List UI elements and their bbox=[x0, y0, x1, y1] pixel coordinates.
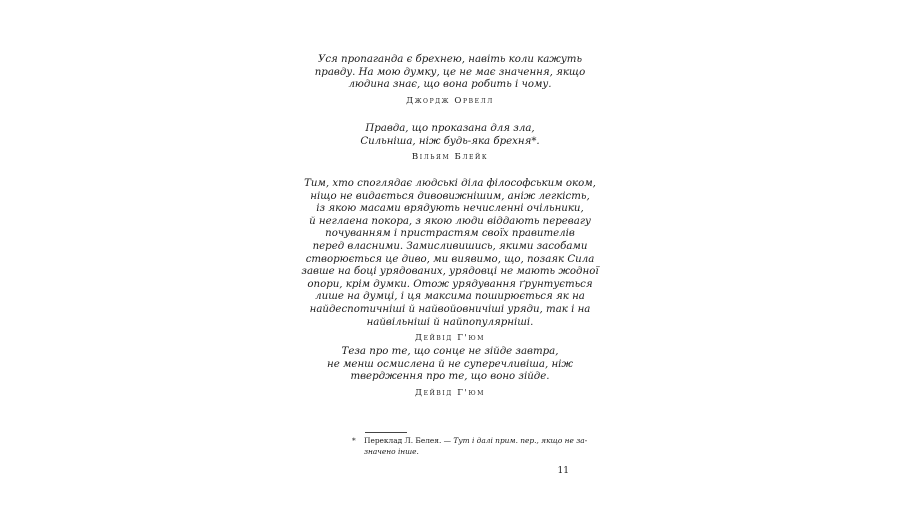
page-number: 11 bbox=[557, 466, 569, 476]
quote-line: найвільніші й найпопулярніші. bbox=[366, 316, 534, 328]
quote-line: опори, крім думки. Отож урядування ґрунтується bbox=[307, 278, 593, 290]
quote-line: твердження про те, що воно зійде. bbox=[350, 371, 550, 383]
quote-line: Тим, хто споглядає людські діла філософським оком, bbox=[304, 178, 596, 189]
quote-line: Сильніша, ніж будь-яка брехня*. bbox=[360, 135, 540, 147]
footnote-note: Тут і далі прим. пер., якщо не за- bbox=[453, 436, 588, 445]
epigraph-quote bbox=[300, 346, 600, 384]
footnote-translator: Переклад Л. Белея. — bbox=[364, 436, 454, 445]
footnote-text bbox=[352, 436, 592, 457]
quote-line: перед власними. Замисливишись, якими засобами bbox=[312, 240, 588, 252]
epigraph-orwell bbox=[300, 54, 600, 106]
epigraph-quote bbox=[300, 123, 600, 148]
quote-line: почуванням і пристрастям своїх правителів bbox=[325, 228, 575, 240]
quote-line: людина знає, що вона робить і чому. bbox=[348, 79, 552, 91]
quote-line: й неглаена покора, з якою люди віддають перевагу bbox=[309, 215, 591, 227]
quote-line: лише на думці, і ця максима поширюється як на bbox=[315, 291, 585, 303]
epigraph-author: Вільям Блейк bbox=[411, 152, 489, 163]
epigraph-hume-2 bbox=[300, 346, 600, 398]
quote-line: найдеспотичніші й найвойовничіші уряди, так і на bbox=[309, 303, 591, 315]
epigraph-quote bbox=[300, 54, 600, 92]
epigraph-author: Дейвід Г'юм bbox=[415, 333, 485, 344]
epigraph-author: Дейвід Г'юм bbox=[415, 387, 485, 398]
epigraph-author: Джордж Орвелл bbox=[406, 95, 494, 106]
epigraph-blake bbox=[300, 123, 600, 162]
footnote-line: значено інше. bbox=[364, 446, 419, 456]
quote-line: ніщо не видається дивовижнішим, аніж легкість, bbox=[310, 190, 590, 202]
footnote bbox=[352, 436, 592, 457]
quote-line: Теза про те, що сонце не зійде завтра, bbox=[341, 346, 559, 357]
quote-line: завше на боці урядованих, урядовці не мають жодної bbox=[301, 266, 599, 278]
quote-line: із якою масами врядують нечисленні очільники, bbox=[316, 203, 584, 215]
quote-line: Уся пропаганда є брехнею, навіть коли кажуть bbox=[317, 54, 583, 65]
footnote-line bbox=[364, 436, 592, 447]
quote-line: створюється це диво, ми виявимо, що, позаяк Сила bbox=[305, 253, 595, 265]
epigraph-hume-1 bbox=[300, 178, 600, 343]
footnote-mark: * bbox=[352, 436, 356, 445]
quote-line: Правда, що проказана для зла, bbox=[365, 123, 535, 134]
quote-line: не менш осмислена й не суперечливіша, ніж bbox=[327, 358, 573, 370]
footnote-divider bbox=[365, 432, 407, 433]
epigraph-quote bbox=[300, 178, 600, 329]
quote-line: правду. На мою думку, це не має значення, якщо bbox=[314, 66, 586, 78]
